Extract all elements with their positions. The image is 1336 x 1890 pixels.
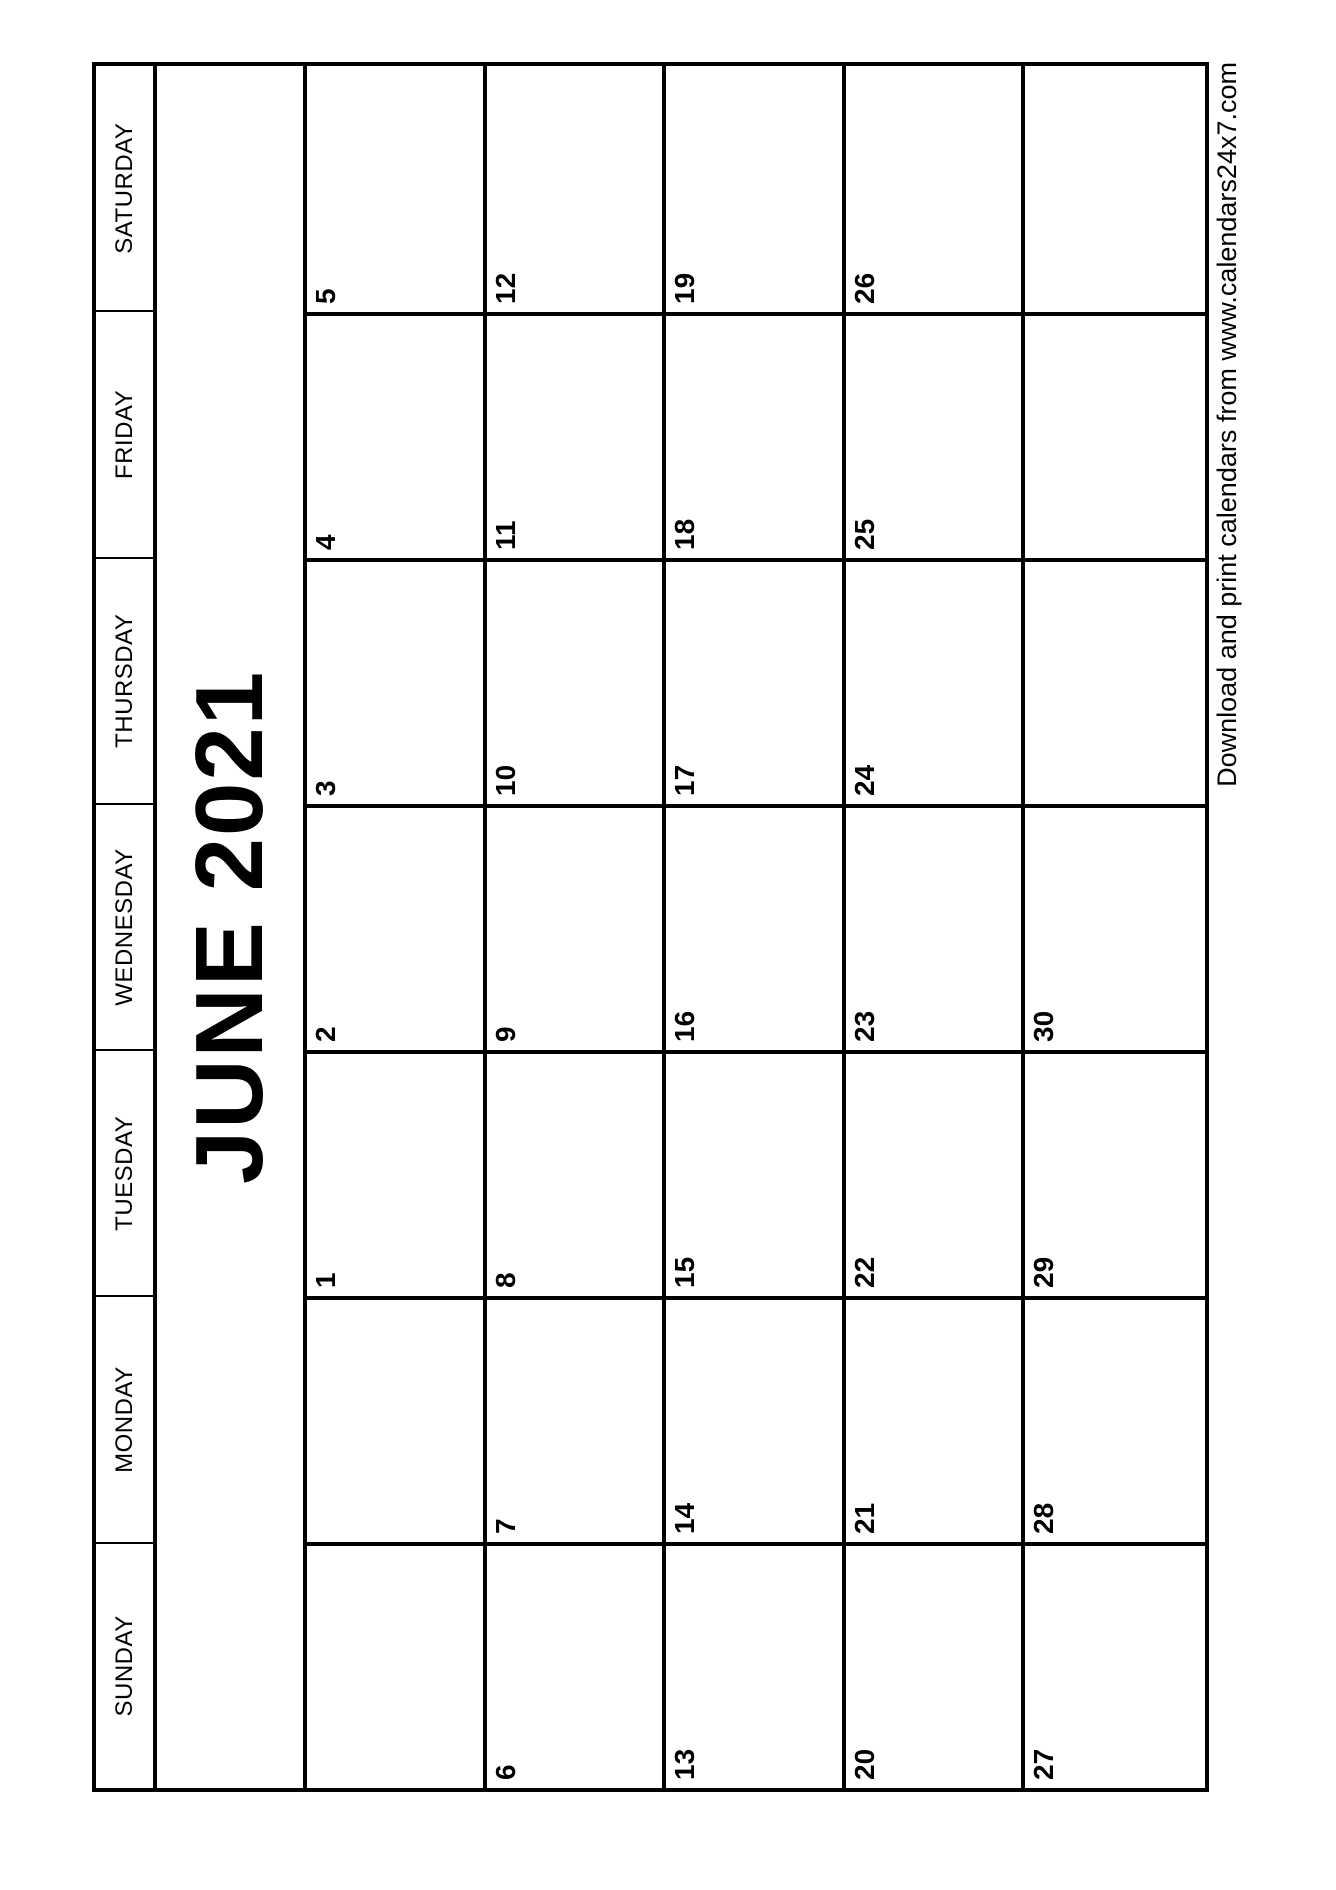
day-cell <box>666 66 846 312</box>
day-grid <box>307 66 1205 1788</box>
day-cell <box>1025 66 1205 312</box>
day-cell <box>307 312 487 558</box>
day-cell <box>1025 1542 1205 1788</box>
weekday-header-row <box>96 66 157 1788</box>
day-cell <box>666 1542 846 1788</box>
day-number: 23 <box>848 1010 880 1042</box>
day-number: 4 <box>310 534 341 550</box>
day-number: 19 <box>669 272 701 304</box>
day-number: 20 <box>848 1748 880 1780</box>
weekday-sunday: SUNDAY <box>96 1542 153 1788</box>
day-number: 16 <box>669 1010 701 1042</box>
day-cell <box>846 312 1026 558</box>
day-number: 24 <box>848 764 880 796</box>
day-number: 30 <box>1028 1010 1060 1042</box>
day-number: 12 <box>489 272 521 304</box>
day-cell <box>307 804 487 1050</box>
day-cell <box>307 1296 487 1542</box>
day-cell <box>487 1050 667 1296</box>
day-cell <box>846 1050 1026 1296</box>
day-number: 26 <box>848 272 880 304</box>
day-cell <box>666 1296 846 1542</box>
day-number: 18 <box>669 518 701 550</box>
day-cell <box>307 1050 487 1296</box>
day-number: 11 <box>489 520 521 550</box>
day-number: 14 <box>669 1502 701 1534</box>
day-cell <box>487 66 667 312</box>
calendar-table <box>92 62 1209 1792</box>
day-number: 8 <box>489 1272 521 1288</box>
footer-credit: Download and print calendars from www.calendars24x7.com <box>1212 62 1242 787</box>
weekday-tuesday: TUESDAY <box>96 1049 153 1295</box>
day-cell <box>666 312 846 558</box>
day-number: 9 <box>489 1026 521 1042</box>
day-cell <box>1025 1050 1205 1296</box>
day-cell <box>307 66 487 312</box>
day-cell <box>487 804 667 1050</box>
day-cell <box>1025 312 1205 558</box>
day-cell <box>487 312 667 558</box>
day-cell <box>307 558 487 804</box>
day-cell <box>1025 1296 1205 1542</box>
day-cell <box>307 1542 487 1788</box>
weekday-saturday: SATURDAY <box>110 122 138 254</box>
day-number: 21 <box>848 1502 880 1534</box>
day-cell <box>666 558 846 804</box>
month-title: JUNE 2021 <box>176 669 283 1185</box>
day-cell <box>846 1542 1026 1788</box>
day-cell <box>487 1296 667 1542</box>
day-cell <box>846 66 1026 312</box>
day-number: 17 <box>669 764 701 796</box>
day-cell <box>487 1542 667 1788</box>
day-number: 27 <box>1028 1748 1060 1780</box>
day-cell <box>666 1050 846 1296</box>
day-number: 1 <box>310 1272 341 1288</box>
day-cell <box>846 1296 1026 1542</box>
day-cell <box>1025 558 1205 804</box>
day-cell <box>846 558 1026 804</box>
day-number: 6 <box>489 1764 521 1780</box>
weekday-thursday: THURSDAY <box>96 557 153 803</box>
day-cell <box>666 804 846 1050</box>
day-cell <box>846 804 1026 1050</box>
title-band <box>157 66 307 1788</box>
day-number: 13 <box>669 1748 701 1780</box>
weekday-wednesday: WEDNESDAY <box>96 803 153 1049</box>
day-number: 3 <box>310 780 341 796</box>
day-number: 28 <box>1028 1502 1060 1534</box>
day-number: 25 <box>848 518 880 550</box>
day-cell <box>487 558 667 804</box>
day-cell <box>1025 804 1205 1050</box>
weekday-friday: FRIDAY <box>96 310 153 556</box>
day-number: 7 <box>489 1518 521 1534</box>
day-number: 5 <box>310 288 341 304</box>
day-number: 10 <box>489 764 521 796</box>
day-number: 2 <box>310 1026 341 1042</box>
day-number: 29 <box>1028 1256 1060 1288</box>
weekday-monday: MONDAY <box>96 1295 153 1541</box>
day-number: 22 <box>848 1256 880 1288</box>
day-number: 15 <box>669 1256 701 1288</box>
